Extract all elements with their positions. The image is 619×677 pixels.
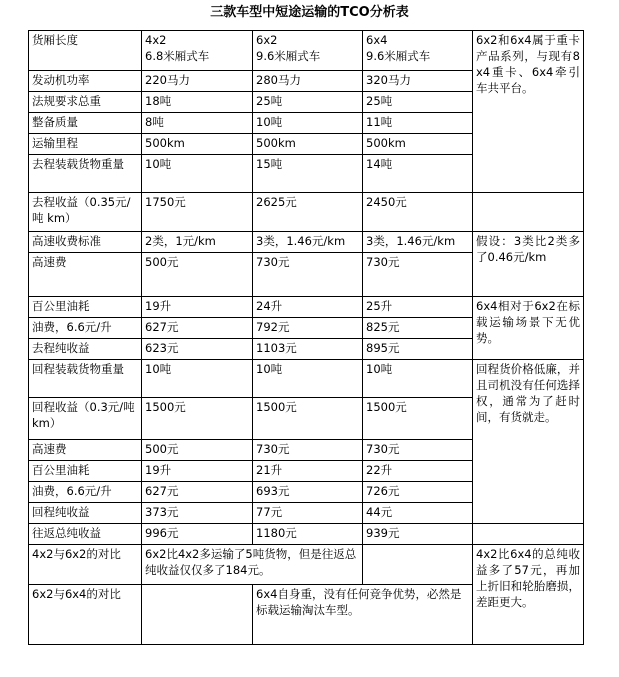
row-label: 百公里油耗 — [29, 461, 142, 482]
table-cell: 996元 — [142, 524, 253, 545]
table-cell: 627元 — [142, 482, 253, 503]
table-cell: 24升 — [253, 297, 363, 318]
table-cell: 3类，1.46元/km — [363, 232, 473, 253]
table-cell: 15吨 — [253, 155, 363, 193]
empty-cell — [142, 585, 253, 645]
table-cell: 19升 — [142, 297, 253, 318]
table-cell: 500元 — [142, 253, 253, 297]
note-cell: 6x4相对于6x2在标载运输场景下无优势。 — [473, 297, 584, 360]
table-cell: 2450元 — [363, 193, 473, 232]
table-cell: 627元 — [142, 318, 253, 339]
table-row — [29, 232, 584, 253]
table-cell: 6x4 9.6米厢式车 — [363, 31, 473, 71]
table-cell: 10吨 — [142, 155, 253, 193]
table-cell: 14吨 — [363, 155, 473, 193]
table-cell: 1103元 — [253, 339, 363, 360]
table-cell: 21升 — [253, 461, 363, 482]
table-row — [29, 360, 584, 398]
table-cell: 623元 — [142, 339, 253, 360]
row-label: 法规要求总重 — [29, 92, 142, 113]
row-label: 去程装载货物重量 — [29, 155, 142, 193]
row-label: 回程收益（0.3元/吨 km） — [29, 398, 142, 440]
table-row — [29, 524, 584, 545]
table-cell: 730元 — [363, 253, 473, 297]
table-cell: 2类，1元/km — [142, 232, 253, 253]
row-label: 整备质量 — [29, 113, 142, 134]
table-cell: 500km — [363, 134, 473, 155]
comparison-text: 6x2比4x2多运输了5吨货物，但是往返总纯收益仅仅多了184元。 — [142, 545, 363, 585]
tco-table-body — [29, 31, 584, 645]
table-cell: 730元 — [253, 440, 363, 461]
row-label: 百公里油耗 — [29, 297, 142, 318]
row-label: 回程纯收益 — [29, 503, 142, 524]
table-cell: 500km — [253, 134, 363, 155]
table-cell: 3类，1.46元/km — [253, 232, 363, 253]
note-cell: 假设：3类比2类多了0.46元/km — [473, 232, 584, 297]
comparison-label: 4x2与6x2的对比 — [29, 545, 142, 585]
table-cell: 25吨 — [363, 92, 473, 113]
empty-cell — [363, 545, 473, 585]
table-cell: 825元 — [363, 318, 473, 339]
table-row — [29, 193, 584, 232]
row-label: 高速收费标准 — [29, 232, 142, 253]
comparison-text: 6x4自身重，没有任何竞争优势，必然是标载运输淘汰车型。 — [253, 585, 473, 645]
table-cell: 792元 — [253, 318, 363, 339]
table-cell: 280马力 — [253, 71, 363, 92]
note-cell: 回程货价格低廉，并且司机没有任何选择权，通常为了赶时间，有货就走。 — [473, 360, 584, 524]
table-cell: 22升 — [363, 461, 473, 482]
row-label: 油费，6.6元/升 — [29, 318, 142, 339]
row-label: 油费，6.6元/升 — [29, 482, 142, 503]
table-cell: 4x2 6.8米厢式车 — [142, 31, 253, 71]
table-cell: 6x2 9.6米厢式车 — [253, 31, 363, 71]
row-label: 去程收益（0.35元/吨 km） — [29, 193, 142, 232]
comparison-row — [29, 545, 584, 585]
table-cell: 726元 — [363, 482, 473, 503]
table-cell: 693元 — [253, 482, 363, 503]
row-label: 高速费 — [29, 440, 142, 461]
table-cell: 1500元 — [253, 398, 363, 440]
table-row — [29, 297, 584, 318]
row-label: 发动机功率 — [29, 71, 142, 92]
table-cell: 10吨 — [363, 360, 473, 398]
note-cell: 6x2和6x4属于重卡产品系列，与现有8x4重卡、6x4牵引车共平台。 — [473, 31, 584, 193]
table-cell: 730元 — [363, 440, 473, 461]
tco-table — [28, 30, 584, 645]
table-cell: 1750元 — [142, 193, 253, 232]
table-cell: 2625元 — [253, 193, 363, 232]
row-label: 货厢长度 — [29, 31, 142, 71]
table-cell: 1500元 — [142, 398, 253, 440]
note-cell: 4x2比6x4的总纯收益多了57元，再加上折旧和轮胎磨损，差距更大。 — [473, 545, 584, 645]
table-cell: 77元 — [253, 503, 363, 524]
table-cell: 320马力 — [363, 71, 473, 92]
table-cell: 500km — [142, 134, 253, 155]
table-cell: 10吨 — [253, 113, 363, 134]
table-cell: 939元 — [363, 524, 473, 545]
comparison-label: 6x2与6x4的对比 — [29, 585, 142, 645]
table-cell: 500元 — [142, 440, 253, 461]
row-label: 往返总纯收益 — [29, 524, 142, 545]
table-cell: 373元 — [142, 503, 253, 524]
table-cell: 10吨 — [142, 360, 253, 398]
empty-note-cell — [473, 524, 584, 545]
table-cell: 44元 — [363, 503, 473, 524]
row-label: 运输里程 — [29, 134, 142, 155]
table-cell: 730元 — [253, 253, 363, 297]
table-cell: 25吨 — [253, 92, 363, 113]
table-cell: 220马力 — [142, 71, 253, 92]
row-label: 回程装载货物重量 — [29, 360, 142, 398]
empty-note-cell — [473, 193, 584, 232]
table-cell: 895元 — [363, 339, 473, 360]
table-cell: 11吨 — [363, 113, 473, 134]
table-cell: 1500元 — [363, 398, 473, 440]
row-label: 高速费 — [29, 253, 142, 297]
table-cell: 8吨 — [142, 113, 253, 134]
table-cell: 19升 — [142, 461, 253, 482]
table-cell: 1180元 — [253, 524, 363, 545]
row-label: 去程纯收益 — [29, 339, 142, 360]
table-title: 三款车型中短途运输的TCO分析表 — [210, 5, 409, 20]
table-row — [29, 31, 584, 71]
table-cell: 18吨 — [142, 92, 253, 113]
table-cell: 10吨 — [253, 360, 363, 398]
table-cell: 25升 — [363, 297, 473, 318]
